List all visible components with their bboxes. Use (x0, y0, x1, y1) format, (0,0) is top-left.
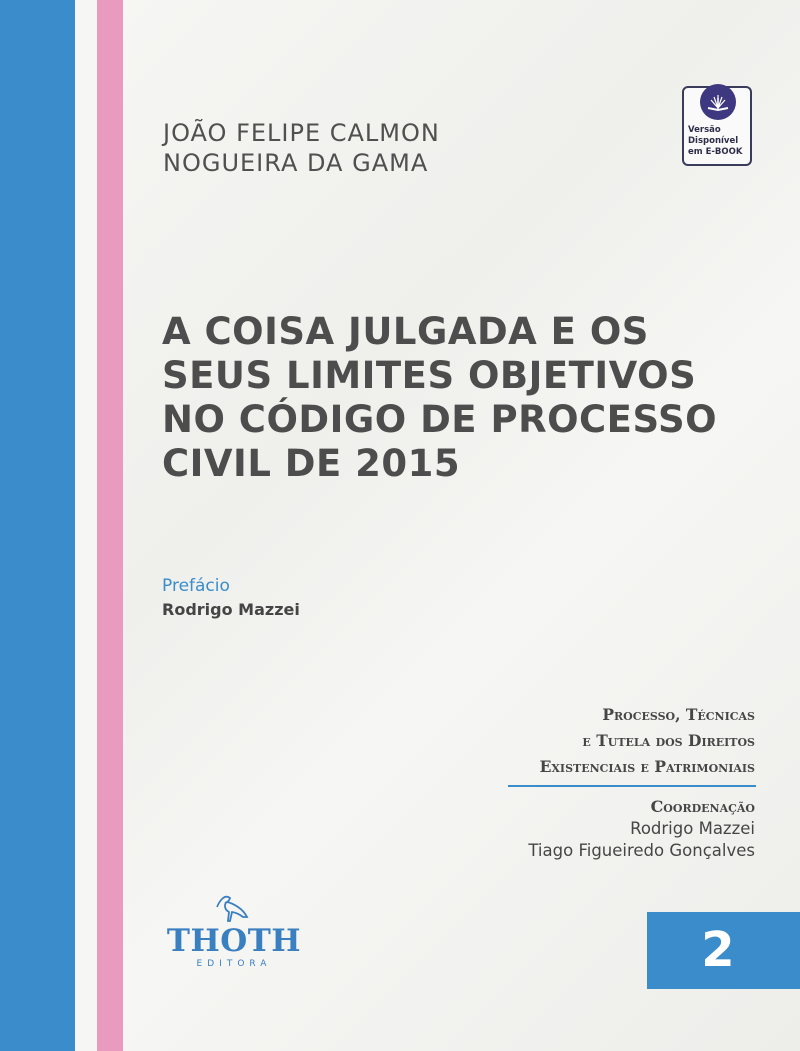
publisher-name: THOTH (166, 923, 302, 959)
ebook-badge (682, 86, 752, 166)
ebook-line-1: Versão (688, 125, 721, 135)
volume-number: 2 (701, 922, 735, 978)
title-line-2: SEUS LIMITES OBJETIVOS (162, 354, 697, 397)
ebook-line-3: em E-BOOK (688, 147, 743, 157)
title-line-1: A COISA JULGADA E OS (162, 310, 649, 353)
author-line-1: JOÃO FELIPE CALMON (163, 119, 440, 147)
coordination (528, 796, 755, 862)
series-divider (508, 785, 756, 787)
blue-stripe (0, 0, 75, 1051)
series-line-1: Processo, Técnicas (602, 705, 755, 724)
author-name (163, 118, 440, 178)
ebook-text (688, 125, 748, 158)
coordinator-1: Rodrigo Mazzei (630, 819, 755, 838)
volume-box (647, 912, 800, 989)
publisher-logo (160, 893, 308, 973)
author-line-2: NOGUEIRA DA GAMA (163, 149, 429, 177)
title-line-4: CIVIL DE 2015 (162, 442, 461, 485)
pink-stripe (97, 0, 123, 1051)
publisher-subtitle: EDITORA (196, 959, 272, 969)
open-book-icon (705, 89, 731, 115)
preface-label: Prefácio (162, 576, 230, 596)
preface-author: Rodrigo Mazzei (162, 600, 300, 619)
ibis-bird-icon (216, 893, 252, 925)
book-title (162, 310, 782, 486)
series-line-2: e Tutela dos Direitos (582, 731, 755, 750)
series-line-3: Existenciais e Patrimoniais (539, 757, 755, 776)
coordination-label: Coordenação (650, 797, 755, 816)
ebook-circle (700, 84, 736, 120)
series-title (540, 702, 755, 780)
white-stripe (75, 0, 97, 1051)
title-line-3: NO CÓDIGO DE PROCESSO (162, 398, 718, 441)
ebook-line-2: Disponível (688, 136, 739, 146)
coordinator-2: Tiago Figueiredo Gonçalves (528, 841, 755, 860)
